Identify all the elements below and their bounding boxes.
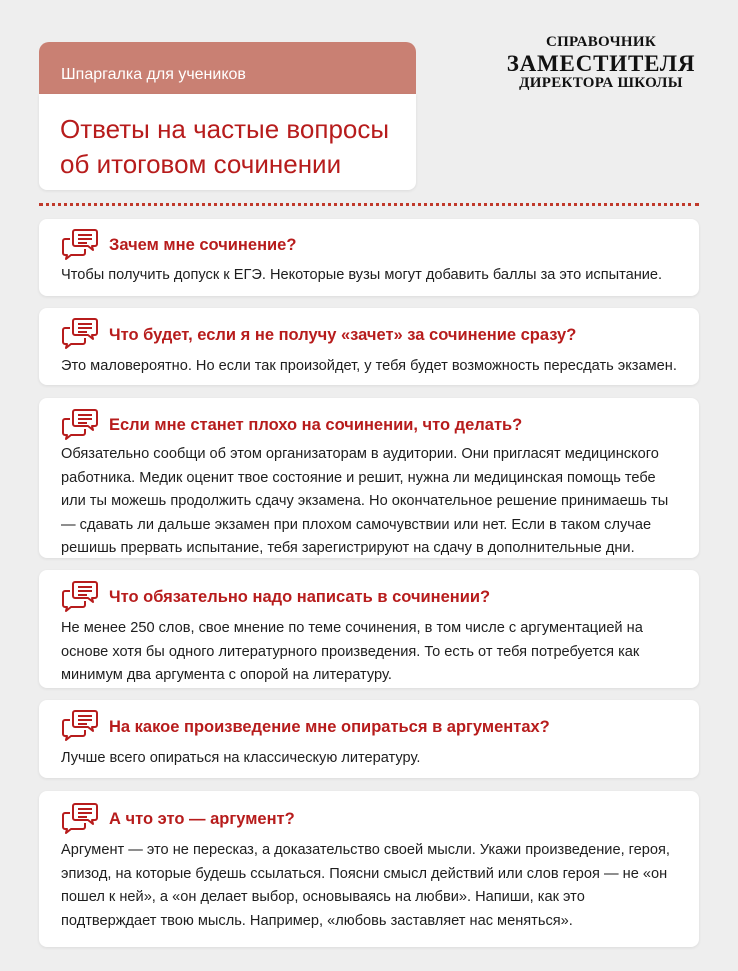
faq-card <box>39 219 699 296</box>
faq-answer: Обязательно сообщи об этом организаторам в аудитории. Они пригласят медицинского работника. Медик оценит твое состояние и решит, нужна ли медицинская помощь тебе или ты можешь продолжить сдачу экзамена. Но окончательное решение принимаешь ты — сдавать ли дальше экзамен при плохом самочувствии или нет. Если в таком случае решишь прервать испытание, тебя зарегистрируют на сдачу в дополнительные дни. <box>61 446 669 557</box>
category-tab <box>39 42 416 94</box>
faq-card <box>39 398 699 558</box>
faq-card <box>39 570 699 688</box>
faq-question: Что будет, если я не получу «зачет» за сочинение сразу? <box>109 326 577 344</box>
faq-answer: Лучше всего опираться на классическую литературу. <box>61 750 421 766</box>
faq-answer: Чтобы получить допуск к ЕГЭ. Некоторые вузы могут добавить баллы за это испытание. <box>61 267 663 283</box>
publication-logo <box>496 35 706 91</box>
faq-card <box>39 791 699 947</box>
logo-line-1: СПРАВОЧНИК <box>545 34 657 50</box>
page-title: Ответы на частые вопросы об итоговом сочинении <box>60 114 390 179</box>
faq-answer: Это маловероятно. Но если так произойдет, у тебя будет возможность пересдать экзамен. <box>61 358 677 374</box>
chat-bubbles-icon <box>61 709 99 741</box>
faq-answer: Аргумент — это не пересказ, а доказательство своей мысли. Укажи произведение, героя, эпизод, на которые будешь ссылаться. Поясни смысл действий или слов героя — не «он пошел к ней», а «он делает выбор, основываясь на любви». Напиши, как это подтверждает твою мысль. Например, «любовь заставляет нас меняться». <box>61 842 670 929</box>
chat-bubbles-icon <box>61 802 99 834</box>
faq-question: На какое произведение мне опираться в аргументах? <box>109 718 550 736</box>
faq-question: А что это — аргумент? <box>109 810 295 828</box>
chat-bubbles-icon <box>61 408 99 440</box>
faq-card <box>39 700 699 778</box>
faq-question: Зачем мне сочинение? <box>109 236 297 254</box>
logo-line-2: ЗАМЕСТИТЕЛЯ <box>506 51 696 76</box>
faq-card <box>39 308 699 385</box>
dotted-divider <box>39 203 699 206</box>
logo-line-3: ДИРЕКТОРА ШКОЛЫ <box>519 75 683 91</box>
category-label: Шпаргалка для учеников <box>61 66 246 83</box>
faq-answer: Не менее 250 слов, свое мнение по теме сочинения, в том числе с аргументацией на основе хотя бы одного литературного произведения. То есть от тебя потребуется как минимум два аргумента с опорой на литературу. <box>61 620 643 684</box>
faq-question: Что обязательно надо написать в сочинении? <box>109 588 491 606</box>
chat-bubbles-icon <box>61 580 99 612</box>
chat-bubbles-icon <box>61 228 99 260</box>
title-box <box>39 94 416 190</box>
chat-bubbles-icon <box>61 317 99 349</box>
faq-question: Если мне станет плохо на сочинении, что делать? <box>109 416 523 434</box>
